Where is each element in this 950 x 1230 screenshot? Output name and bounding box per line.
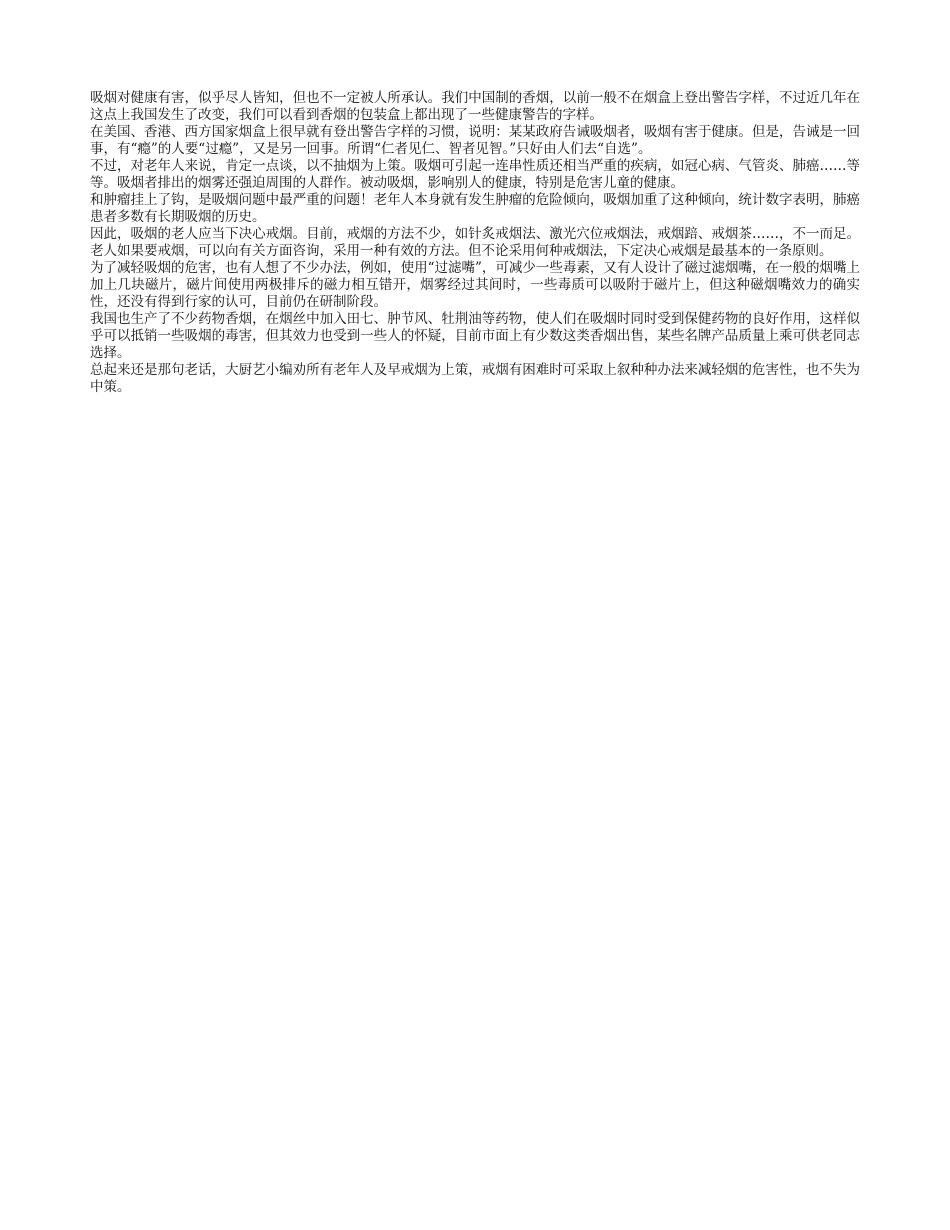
article-body bbox=[90, 90, 860, 396]
paragraph-8: 总起来还是那句老话，大厨艺小编劝所有老年人及早戒烟为上策，戒烟有困难时可采取上叙种种办法来减轻烟的危害性，也不失为中策。 bbox=[90, 362, 860, 395]
paragraph-5: 因此，吸烟的老人应当下决心戒烟。目前，戒烟的方法不少，如针炙戒烟法、激光穴位戒烟法，戒烟踣、戒烟茶……，不一而足。老人如果要戒烟，可以向有关方面咨询，采用一种有效的方法。但不论采用何种戒烟法，下定决心戒烟是最基本的一条原则。 bbox=[90, 226, 860, 259]
paragraph-2: 在美国、香港、西方国家烟盒上很早就有登出警告字样的习惯，说明：某某政府告诫吸烟者，吸烟有害于健康。但是，告诫是一回事，有“瘾”的人要“过瘾”，又是另一回事。所谓“仁者见仁、智者见智。”只好由人们去“自选”。 bbox=[90, 124, 860, 157]
paragraph-7: 我国也生产了不少药物香烟，在烟丝中加入田七、肿节风、牡荆油等药物，使人们在吸烟时同时受到保健药物的良好作用，这样似乎可以抵销一些吸烟的毒害，但其效力也受到一些人的怀疑，目前市面上有少数这类香烟出售，某些名牌产品质量上乘可供老同志选择。 bbox=[90, 311, 860, 361]
paragraph-3: 不过，对老年人来说，肯定一点谈，以不抽烟为上策。吸烟可引起一连串性质还相当严重的疾病，如冠心病、气管炎、肺癌……等等。吸烟者排出的烟雾还强迫周围的人群作。被动吸烟，影响别人的健康，特别是危害儿童的健康。 bbox=[90, 158, 860, 191]
paragraph-1: 吸烟对健康有害，似乎尽人皆知，但也不一定被人所承认。我们中国制的香烟，以前一般不在烟盒上登出警告字样，不过近几年在这点上我国发生了改变，我们可以看到香烟的包装盒上都出现了一些健康警告的字样。 bbox=[90, 90, 860, 123]
paragraph-4: 和肿瘤挂上了钩，是吸烟问题中最严重的问题！老年人本身就有发生肿瘤的危险倾向，吸烟加重了这种倾向，统计数字表明，肺癌患者多数有长期吸烟的历史。 bbox=[90, 192, 860, 225]
paragraph-6: 为了减轻吸烟的危害，也有人想了不少办法，例如，使用“过滤嘴”，可减少一些毒素，又有人设计了磁过滤烟嘴，在一般的烟嘴上加上几块磁片，磁片间使用两极排斥的磁力相互错开，烟雾经过其间时，一些毒质可以吸附于磁片上，但这种磁烟嘴效力的确实性，还没有得到行家的认可，目前仍在研制阶段。 bbox=[90, 260, 860, 310]
